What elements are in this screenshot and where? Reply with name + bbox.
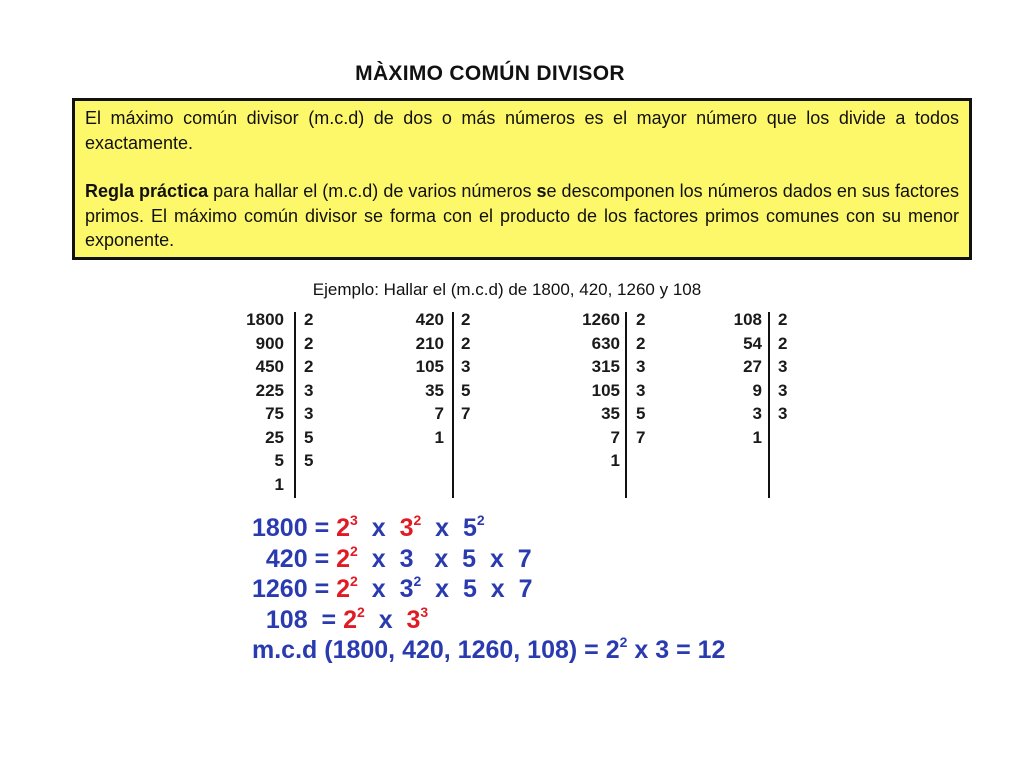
quotient: 630 [591, 333, 620, 353]
factorization-row [398, 426, 488, 450]
factor-exponent: 3 [350, 512, 358, 528]
equals-sign: = [314, 575, 330, 603]
prime-divisor: 2 [304, 333, 314, 353]
quotient: 420 [415, 310, 444, 329]
quotient: 7 [610, 427, 620, 447]
factorization-1800 [222, 308, 332, 496]
prime-divisor: 2 [636, 333, 646, 353]
prime-divisor: 3 [778, 357, 788, 376]
times-sign: x [490, 575, 505, 603]
factorization-row [560, 449, 660, 473]
factorization-row [222, 308, 332, 332]
quotient: 108 [733, 310, 762, 329]
factor-base: 7 [518, 575, 533, 603]
quotient: 1 [752, 427, 762, 447]
quotient: 315 [591, 357, 620, 376]
gcd-suffix: x 3 = 12 [627, 636, 726, 664]
factorization-row [222, 473, 332, 497]
prime-divisor: 3 [636, 380, 646, 400]
factorization-row [714, 308, 804, 332]
factor-exponent: 2 [350, 542, 358, 559]
quotient: 5 [274, 451, 284, 470]
times-sign: x [371, 575, 386, 603]
quotient: 450 [255, 357, 284, 376]
example-caption: Ejemplo: Hallar el (m.c.d) de 1800, 420, 1260 y 108 [312, 280, 702, 299]
prime-divisor: 2 [778, 310, 788, 329]
factor-base: 5 [462, 575, 477, 603]
factorization-row [714, 402, 804, 426]
prime-divisor: 3 [778, 404, 788, 423]
factorization-108 [714, 308, 804, 449]
factor-exponent: 2 [413, 573, 422, 589]
quotient: 9 [752, 380, 762, 400]
results-block [252, 513, 725, 666]
rule-text-a: para hallar el (m.c.d) de varios números [208, 181, 537, 201]
gcd-exponent: 2 [619, 634, 628, 650]
quotient: 1 [434, 427, 444, 447]
prime-divisor: 2 [304, 357, 314, 376]
prime-divisor: 7 [636, 427, 646, 447]
gcd-result [252, 635, 725, 666]
factorization-row [714, 355, 804, 379]
result-420-label: 420 [265, 544, 308, 573]
division-bar [625, 312, 627, 498]
factorization-row [560, 426, 660, 450]
factor-base: 5 [462, 544, 477, 573]
result-1260 [252, 574, 725, 605]
prime-divisor: 3 [636, 357, 646, 376]
prime-divisor: 3 [304, 380, 314, 400]
factor-base: 3 [406, 605, 421, 634]
quotient: 1800 [246, 310, 284, 329]
equals-sign: = [321, 605, 337, 634]
quotient: 105 [415, 357, 444, 376]
factor-exponent: 2 [350, 573, 358, 589]
division-bar [294, 312, 296, 498]
factorization-row [560, 308, 660, 332]
rule-bold-s: s [536, 181, 547, 201]
quotient: 35 [425, 380, 444, 400]
gcd-prefix: m.c.d (1800, 420, 1260, 108) = 2 [252, 636, 620, 664]
factorization-row [560, 332, 660, 356]
factorization-row [560, 355, 660, 379]
quotient: 75 [265, 404, 284, 423]
factor-exponent: 2 [413, 512, 422, 528]
result-1800-label: 1800 [252, 514, 308, 542]
quotient: 1 [610, 451, 620, 470]
prime-divisor: 3 [461, 357, 471, 376]
factor-base: 3 [399, 514, 414, 542]
factorization-row [222, 355, 332, 379]
times-sign: x [435, 575, 450, 603]
quotient: 1260 [582, 310, 620, 329]
factorization-row [222, 426, 332, 450]
quotient: 54 [743, 333, 762, 353]
rule-paragraph [85, 179, 959, 253]
factorization-row [222, 449, 332, 473]
factorization-row [714, 426, 804, 450]
prime-divisor: 2 [461, 310, 471, 329]
division-bar [768, 312, 770, 498]
quotient: 7 [434, 404, 444, 423]
result-108 [252, 605, 725, 636]
factorization-row [398, 308, 488, 332]
quotient: 225 [255, 380, 284, 400]
quotient: 3 [752, 404, 762, 423]
quotient: 900 [255, 333, 284, 353]
factorization-row [560, 402, 660, 426]
factor-base: 2 [343, 605, 357, 634]
result-1260-label: 1260 [252, 575, 308, 603]
factor-exponent: 3 [420, 603, 429, 620]
rule-heading: Regla práctica [85, 181, 209, 201]
times-sign: x [489, 544, 504, 573]
factorization-420 [398, 308, 488, 449]
prime-divisor: 3 [778, 380, 788, 400]
times-sign: x [434, 544, 449, 573]
factor-base: 3 [399, 575, 414, 603]
factor-exponent: 2 [476, 512, 485, 528]
definition-box [72, 98, 972, 260]
factorization-row [222, 332, 332, 356]
prime-divisor: 2 [778, 333, 788, 353]
page-title: MÀXIMO COMÚN DIVISOR [355, 62, 625, 85]
factor-base: 7 [517, 544, 532, 573]
quotient: 1 [274, 474, 284, 494]
prime-divisor: 5 [461, 380, 471, 400]
factorization-row [222, 402, 332, 426]
prime-divisor: 3 [304, 404, 314, 423]
prime-divisor: 2 [636, 310, 646, 329]
definition-paragraph: El máximo común divisor (m.c.d) de dos o más números es el mayor número que los divide a todos exactamente. [85, 108, 959, 153]
division-bar [452, 312, 454, 498]
factorization-row [714, 332, 804, 356]
factor-base: 3 [399, 544, 414, 573]
times-sign: x [435, 514, 450, 542]
prime-divisor: 5 [304, 451, 314, 470]
factorization-row [222, 379, 332, 403]
factorization-row [714, 379, 804, 403]
quotient: 25 [265, 427, 284, 447]
prime-divisor: 2 [304, 310, 314, 329]
rule-text-b: e descomponen los números dados en sus factores primos. El máximo común divisor se forma con el producto de los factores primos comunes con su menor exponente. [85, 181, 959, 250]
factor-base: 2 [336, 514, 351, 542]
factorization-row [398, 332, 488, 356]
equals-sign: = [314, 514, 330, 542]
factorization-row [398, 379, 488, 403]
factorization-1260 [560, 308, 660, 473]
factorization-row [398, 402, 488, 426]
prime-divisor: 7 [461, 404, 471, 423]
prime-divisor: 2 [461, 333, 471, 353]
quotient: 210 [415, 333, 444, 353]
result-420 [252, 544, 725, 575]
times-sign: x [371, 514, 386, 542]
equals-sign: = [314, 544, 330, 573]
prime-divisor: 5 [636, 404, 646, 423]
prime-divisor: 5 [304, 427, 314, 447]
factor-base: 5 [462, 514, 477, 542]
times-sign: x [378, 605, 393, 634]
factorization-row [398, 355, 488, 379]
times-sign: x [371, 544, 386, 573]
quotient: 35 [601, 404, 620, 423]
result-108-label: 108 [265, 605, 308, 634]
factorization-row [560, 379, 660, 403]
quotient: 105 [591, 380, 620, 400]
factor-base: 2 [336, 544, 351, 573]
factor-base: 2 [336, 575, 351, 603]
quotient: 27 [743, 357, 762, 376]
result-1800 [252, 513, 725, 544]
factor-exponent: 2 [357, 603, 365, 620]
